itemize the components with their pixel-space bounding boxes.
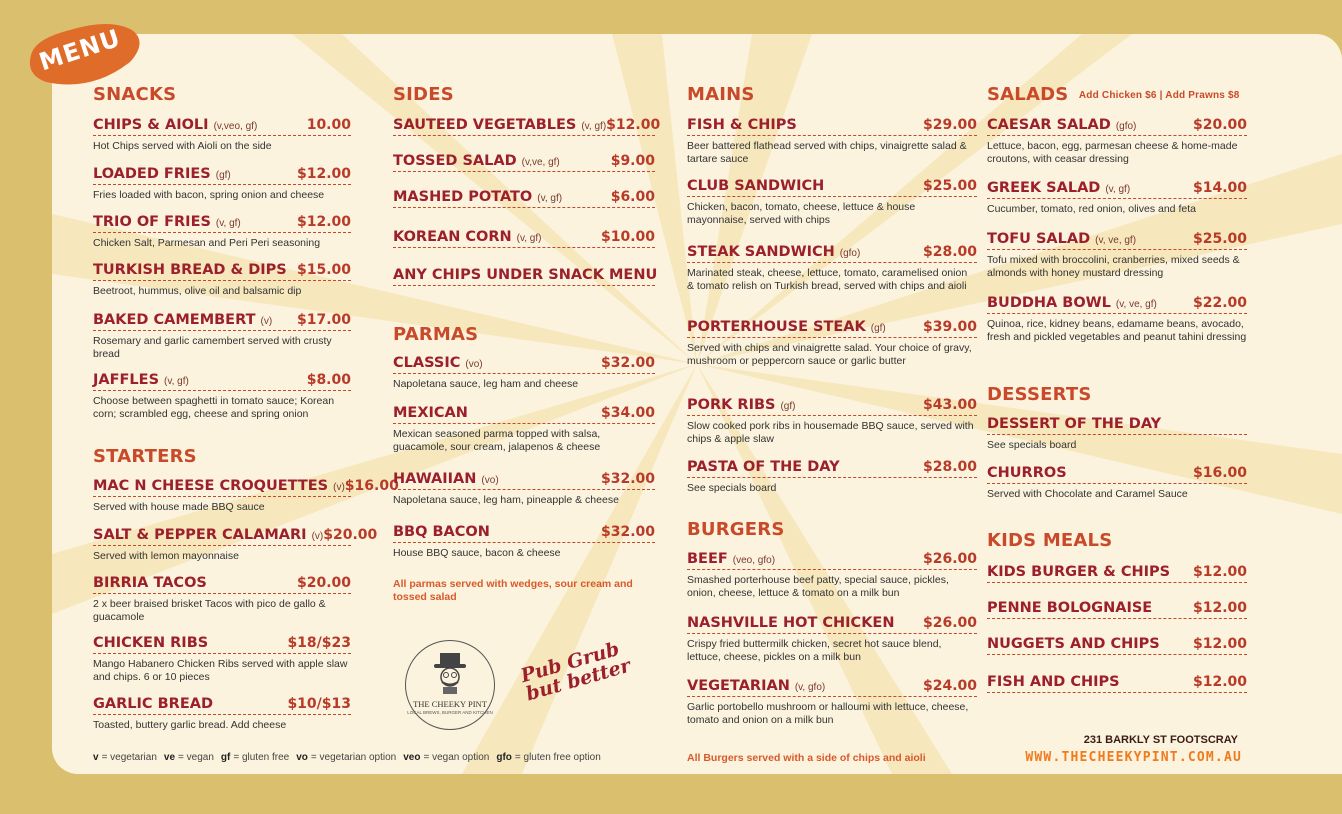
item-name: CLUB SANDWICH	[687, 178, 825, 194]
item-name: FISH AND CHIPS	[987, 674, 1120, 690]
item-name: BIRRIA TACOS	[93, 575, 207, 591]
burgers-note: All Burgers served with a side of chips and aioli	[687, 752, 926, 764]
item-name: HAWAIIAN	[393, 471, 477, 487]
item-name: MEXICAN	[393, 405, 468, 421]
menu-item	[93, 478, 399, 514]
menu-item-row	[93, 262, 351, 281]
item-description: Quinoa, rice, kidney beans, edamame beans, avocado, fresh and pickled vegetables and peanut tahini dressing	[987, 318, 1247, 343]
menu-item	[687, 551, 977, 600]
menu-item-row	[987, 117, 1247, 136]
item-price: $26.00	[922, 615, 977, 631]
item-description: Napoletana sauce, leg ham and cheese	[393, 378, 579, 390]
item-description: Marinated steak, cheese, lettuce, tomato, caramelised onion & tomato relish on Turkish bread, served with chips and aioli	[687, 267, 968, 292]
item-description: 2 x beer braised brisket Tacos with pico de gallo & guacamole	[93, 598, 326, 623]
item-price: $12.00	[1192, 636, 1247, 652]
item-description: Smashed porterhouse beef patty, special sauce, pickles, onion, cheese, lettuce & tomato on a milk bun	[687, 574, 949, 599]
section-title-mains: MAINS	[687, 84, 755, 105]
item-name: NASHVILLE HOT CHICKEN	[687, 615, 895, 631]
item-name: STEAK SANDWICH	[687, 244, 835, 260]
menu-item	[987, 295, 1247, 344]
legend-code: gf	[220, 752, 231, 763]
menu-item	[687, 244, 977, 293]
item-dietary-tags: (v, gf)	[215, 218, 241, 229]
item-price: $20.00	[296, 575, 351, 591]
item-name: PENNE BOLOGNAISE	[987, 600, 1153, 616]
menu-item-row	[393, 405, 655, 424]
menu-item	[987, 564, 1247, 583]
menu-item-row	[687, 397, 977, 416]
legend-meaning: = vegan option	[423, 752, 490, 763]
menu-item-row	[987, 636, 1247, 655]
section-title-sides: SIDES	[393, 84, 454, 105]
item-dietary-tags: (gfo)	[839, 248, 861, 259]
menu-item	[687, 319, 977, 368]
menu-item-row	[987, 231, 1247, 250]
menu-item	[687, 678, 977, 727]
salads-subtitle: Add Chicken $6 | Add Prawns $8	[1078, 90, 1240, 101]
cheeky-pint-logo	[405, 640, 495, 730]
menu-item	[987, 416, 1247, 452]
item-price: $39.00	[922, 319, 977, 335]
menu-item-row	[987, 465, 1247, 484]
item-name: LOADED FRIES	[93, 166, 211, 182]
item-dietary-tags: (gf)	[870, 323, 886, 334]
salads-title: SALADS	[987, 84, 1069, 105]
item-description: Hot Chips served with Aioli on the side	[93, 140, 272, 152]
item-dietary-tags: (veo, gfo)	[732, 555, 776, 566]
item-dietary-tags: (v,ve, gf)	[521, 157, 560, 168]
item-price: $32.00	[600, 471, 655, 487]
menu-item	[93, 262, 351, 298]
item-name: CHICKEN RIBS	[93, 635, 209, 651]
item-name: PASTA OF THE DAY	[687, 459, 840, 475]
item-description: Fries loaded with bacon, spring onion and cheese	[93, 189, 325, 201]
item-description: Beer battered flathead served with chips, vinaigrette salad & tartare sauce	[687, 140, 967, 165]
menu-item-row	[93, 575, 351, 594]
item-price: $15.00	[296, 262, 351, 278]
menu-item-row	[393, 117, 661, 136]
item-name: BUDDHA BOWL	[987, 295, 1111, 311]
item-dietary-tags: (vo)	[465, 359, 483, 370]
section-title-starters: STARTERS	[93, 446, 197, 467]
item-dietary-tags: (v, gf)	[537, 193, 563, 204]
item-description: Garlic portobello mushroom or halloumi with lettuce, cheese, tomato and onion on a milk bun	[687, 701, 969, 726]
item-price: $12.00	[296, 166, 351, 182]
item-name: JAFFLES	[93, 372, 160, 388]
menu-item	[93, 527, 378, 563]
item-description: Slow cooked pork ribs in housemade BBQ sauce, served with chips & apple slaw	[687, 420, 974, 445]
item-name: KIDS BURGER & CHIPS	[987, 564, 1171, 580]
item-price: $28.00	[922, 244, 977, 260]
menu-item	[393, 355, 655, 391]
item-price: $10.00	[600, 229, 655, 245]
item-price: $9.00	[610, 153, 655, 169]
menu-item-row	[93, 214, 351, 233]
menu-item-row	[687, 117, 977, 136]
item-description: House BBQ sauce, bacon & cheese	[393, 547, 561, 559]
item-name: TURKISH BREAD & DIPS	[93, 262, 287, 278]
menu-item-row	[93, 696, 351, 715]
item-dietary-tags: (v,veo, gf)	[213, 121, 258, 132]
item-dietary-tags: (v, ve, gf)	[1095, 235, 1137, 246]
item-name: ANY CHIPS UNDER SNACK MENU	[393, 267, 658, 283]
item-name: CHURROS	[987, 465, 1067, 481]
menu-item	[393, 471, 655, 507]
item-dietary-tags: (gf)	[780, 401, 796, 412]
item-price: $16.00	[1192, 465, 1247, 481]
website-link[interactable]: WWW.THECHEEKYPINT.COM.AU	[1025, 750, 1242, 765]
item-description: Napoletana sauce, leg ham, pineapple & cheese	[393, 494, 619, 506]
menu-item-row	[93, 635, 351, 654]
menu-item	[987, 636, 1247, 655]
item-dietary-tags: (v, ve, gf)	[1115, 299, 1157, 310]
menu-item-row	[393, 189, 655, 208]
menu-item	[93, 635, 351, 684]
item-name: MASHED POTATO	[393, 189, 533, 205]
menu-item-row	[93, 527, 378, 546]
menu-item-row	[687, 678, 977, 697]
legend-meaning: = gluten free	[233, 752, 290, 763]
item-description: See specials board	[987, 439, 1077, 451]
item-dietary-tags: (v)	[260, 316, 273, 327]
menu-item	[687, 397, 977, 446]
menu-item-row	[987, 416, 1247, 435]
item-price: $29.00	[922, 117, 977, 133]
item-dietary-tags: (gf)	[215, 170, 231, 181]
item-dietary-tags: (v, gf)	[581, 121, 607, 132]
item-price: $12.00	[1192, 674, 1247, 690]
menu-item-row	[93, 312, 351, 331]
menu-item-row	[687, 319, 977, 338]
menu-item	[393, 117, 661, 136]
menu-item	[987, 600, 1247, 619]
item-price: $12.00	[296, 214, 351, 230]
gentleman-face-icon	[430, 651, 470, 695]
item-description: Served with house made BBQ sauce	[93, 501, 265, 513]
menu-item-row	[393, 267, 658, 286]
item-dietary-tags: (gfo)	[1115, 121, 1137, 132]
menu-item	[393, 153, 655, 172]
item-name: KOREAN CORN	[393, 229, 512, 245]
item-price: $24.00	[922, 678, 977, 694]
menu-item	[393, 229, 655, 248]
item-description: Chicken, bacon, tomato, cheese, lettuce & house mayonnaise, served with chips	[687, 201, 916, 226]
menu-item	[687, 117, 977, 166]
menu-item-row	[687, 178, 977, 197]
item-description: Crispy fried buttermilk chicken, secret hot sauce blend, lettuce, cheese, pickles on a milk bun	[687, 638, 942, 663]
item-price: $12.00	[1192, 564, 1247, 580]
item-dietary-tags: (v, gf)	[164, 376, 189, 387]
item-dietary-tags: (v, gf)	[516, 233, 542, 244]
item-price: $6.00	[610, 189, 655, 205]
menu-item-row	[93, 166, 351, 185]
menu-item	[687, 459, 977, 495]
logo-name: THE CHEEKY PINT	[413, 699, 487, 709]
item-description: Choose between spaghetti in tomato sauce; Korean corn; scrambled egg, cheese and spring onion	[93, 395, 335, 420]
menu-item-row	[687, 615, 977, 634]
section-title-snacks: SNACKS	[93, 84, 177, 105]
item-name: VEGETARIAN	[687, 678, 790, 694]
item-description: Served with lemon mayonnaise	[93, 550, 239, 562]
item-price: $14.00	[1192, 180, 1247, 196]
menu-board	[52, 34, 1342, 774]
item-description: Beetroot, hummus, olive oil and balsamic dip	[93, 285, 302, 297]
menu-item-row	[987, 180, 1247, 199]
menu-item	[93, 166, 351, 202]
item-name: GARLIC BREAD	[93, 696, 213, 712]
item-name: CHIPS & AIOLI	[93, 117, 209, 133]
item-description: Cucumber, tomato, red onion, olives and feta	[987, 203, 1196, 215]
legend-meaning: = vegetarian option	[310, 752, 397, 763]
item-dietary-tags: (v)	[311, 531, 324, 542]
item-description: Chicken Salt, Parmesan and Peri Peri seasoning	[93, 237, 321, 249]
item-price: $32.00	[600, 524, 655, 540]
item-name: BEEF	[687, 551, 728, 567]
item-name: DESSERT OF THE DAY	[987, 416, 1162, 432]
legend-code: gfo	[496, 752, 512, 763]
menu-item	[987, 674, 1247, 693]
item-price: $16.00	[344, 478, 399, 494]
item-price: $22.00	[1192, 295, 1247, 311]
menu-item	[93, 312, 351, 361]
item-description: Mango Habanero Chicken Ribs served with apple slaw and chips. 6 or 10 pieces	[93, 658, 348, 683]
item-price: $17.00	[296, 312, 351, 328]
section-title-salads	[987, 84, 1240, 105]
item-price: $25.00	[922, 178, 977, 194]
item-price: 10.00	[306, 117, 351, 133]
item-price: $10/$13	[287, 696, 351, 712]
menu-item-row	[93, 372, 351, 391]
item-description: Tofu mixed with broccolini, cranberries, mixed seeds & almonds with honey mustard dressing	[987, 254, 1240, 279]
menu-item	[987, 465, 1247, 501]
menu-item-row	[93, 478, 399, 497]
menu-item-row	[93, 117, 351, 136]
menu-item	[687, 178, 977, 227]
item-price: $20.00	[1192, 117, 1247, 133]
item-name: BBQ BACON	[393, 524, 490, 540]
item-name: MAC N CHEESE CROQUETTES	[93, 478, 329, 494]
logo-subtitle: LOCAL BREWS, BURGER AND KITCHEN	[407, 710, 493, 715]
menu-item	[393, 405, 655, 454]
item-price: $12.00	[1192, 600, 1247, 616]
legend-meaning: = vegetarian	[101, 752, 157, 763]
menu-item-row	[393, 524, 655, 543]
item-description: Lettuce, bacon, egg, parmesan cheese & home-made croutons, with ceasar dressing	[987, 140, 1238, 165]
menu-item-row	[393, 355, 655, 374]
menu-item	[93, 696, 351, 732]
parmas-note: All parmas served with wedges, sour cream and tossed salad	[393, 578, 633, 603]
item-price: $8.00	[306, 372, 351, 388]
item-name: FISH & CHIPS	[687, 117, 797, 133]
menu-item-row	[393, 229, 655, 248]
slogan: Pub Grub but better	[518, 638, 633, 706]
item-name: CAESAR SALAD	[987, 117, 1111, 133]
menu-item	[393, 524, 655, 560]
item-price: $12.00	[606, 117, 661, 133]
legend-meaning: = gluten free option	[514, 752, 601, 763]
item-description: Served with Chocolate and Caramel Sauce	[987, 488, 1188, 500]
item-price: $18/$23	[287, 635, 351, 651]
menu-item-row	[393, 471, 655, 490]
address: 231 BARKLY ST FOOTSCRAY	[1083, 734, 1238, 746]
menu-item-row	[987, 674, 1247, 693]
menu-item-row	[987, 564, 1247, 583]
item-price: $26.00	[922, 551, 977, 567]
legend-meaning: = vegan	[178, 752, 214, 763]
menu-item	[987, 180, 1247, 216]
item-name: TRIO OF FRIES	[93, 214, 211, 230]
legend-code: veo	[403, 752, 421, 763]
menu-item	[687, 615, 977, 664]
item-dietary-tags: (v, gfo)	[794, 682, 826, 693]
item-description: Served with chips and vinaigrette salad. Your choice of gravy, mushroom or peppercorn sauce or garlic butter	[687, 342, 972, 367]
item-name: PORK RIBS	[687, 397, 776, 413]
item-name: PORTERHOUSE STEAK	[687, 319, 866, 335]
item-name: NUGGETS AND CHIPS	[987, 636, 1160, 652]
menu-item	[393, 267, 658, 286]
item-description: See specials board	[687, 482, 777, 494]
menu-item-row	[687, 244, 977, 263]
menu-item	[93, 372, 351, 421]
item-dietary-tags: (v)	[333, 482, 345, 493]
section-title-kids: KIDS MEALS	[987, 530, 1113, 551]
menu-item-row	[393, 153, 655, 172]
item-dietary-tags: (v, gf)	[1105, 184, 1131, 195]
item-name: SAUTEED VEGETABLES	[393, 117, 577, 133]
menu-item	[987, 231, 1247, 280]
item-dietary-tags: (vo)	[481, 475, 499, 486]
section-title-desserts: DESSERTS	[987, 384, 1092, 405]
dietary-legend	[93, 752, 608, 763]
item-description: Mexican seasoned parma topped with salsa, guacamole, sour cream, jalapenos & cheese	[393, 428, 601, 453]
menu-item-row	[687, 459, 977, 478]
item-description: Toasted, buttery garlic bread. Add cheese	[93, 719, 287, 731]
legend-code: vo	[296, 752, 308, 763]
item-name: SALT & PEPPER CALAMARI	[93, 527, 307, 543]
menu-item	[93, 575, 351, 624]
item-price: $25.00	[1192, 231, 1247, 247]
menu-item-row	[987, 295, 1247, 314]
item-name: BAKED CAMEMBERT	[93, 312, 256, 328]
legend-code: v	[93, 752, 99, 763]
menu-item	[987, 117, 1247, 166]
menu-item	[93, 214, 351, 250]
legend-code: ve	[163, 752, 176, 763]
section-title-burgers: BURGERS	[687, 519, 785, 540]
item-name: GREEK SALAD	[987, 180, 1101, 196]
item-price: $20.00	[323, 527, 378, 543]
menu-badge: MENU	[35, 23, 125, 77]
item-name: TOFU SALAD	[987, 231, 1091, 247]
item-price: $28.00	[922, 459, 977, 475]
section-title-parmas: PARMAS	[393, 324, 479, 345]
item-name: CLASSIC	[393, 355, 461, 371]
item-price: $34.00	[600, 405, 655, 421]
menu-item-row	[687, 551, 977, 570]
menu-item-row	[987, 600, 1247, 619]
item-description: Rosemary and garlic camembert served with crusty bread	[93, 335, 332, 360]
menu-item	[93, 117, 351, 153]
item-name: TOSSED SALAD	[393, 153, 517, 169]
item-price: $43.00	[922, 397, 977, 413]
menu-item	[393, 189, 655, 208]
item-price: $32.00	[600, 355, 655, 371]
